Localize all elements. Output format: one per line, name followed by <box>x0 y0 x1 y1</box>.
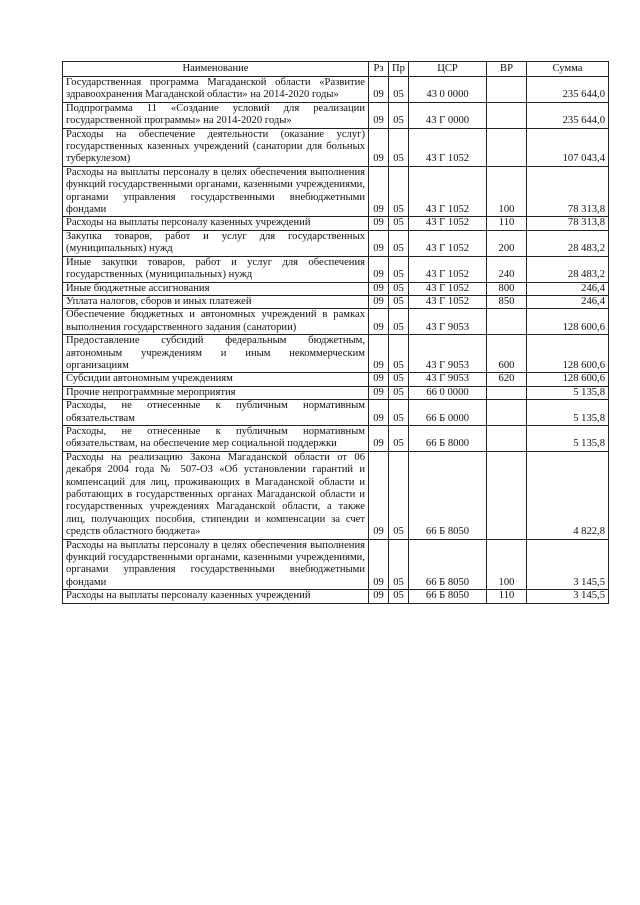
row-csr: 43 Г 9053 <box>409 309 487 335</box>
row-csr: 43 Г 0000 <box>409 102 487 128</box>
row-sum: 5 135,8 <box>527 386 609 399</box>
table-row <box>63 77 609 103</box>
row-sum: 3 145,5 <box>527 590 609 603</box>
row-sum: 235 644,0 <box>527 102 609 128</box>
row-name: Иные закупки товаров, работ и услуг для обеспечения государственных (муниципальных) нужд <box>63 256 369 282</box>
row-name: Расходы, не отнесенные к публичным нормативным обязательствам, на обеспечение мер социальной поддержки <box>63 425 369 451</box>
row-pr: 05 <box>389 102 409 128</box>
row-csr: 43 0 0000 <box>409 77 487 103</box>
table-row <box>63 400 609 426</box>
row-name: Расходы, не отнесенные к публичным нормативным обязательствам <box>63 400 369 426</box>
row-name: Обеспечение бюджетных и автономных учреждений в рамках выполнения государственного задания (санатории) <box>63 309 369 335</box>
row-sum: 128 600,6 <box>527 373 609 386</box>
table-row <box>63 335 609 373</box>
row-vr: 100 <box>487 166 527 217</box>
row-name: Расходы на выплаты персоналу казенных учреждений <box>63 217 369 230</box>
row-name: Иные бюджетные ассигнования <box>63 282 369 295</box>
row-name: Закупка товаров, работ и услуг для государственных (муниципальных) нужд <box>63 230 369 256</box>
row-rz: 09 <box>369 590 389 603</box>
row-pr: 05 <box>389 539 409 590</box>
row-pr: 05 <box>389 256 409 282</box>
table-row <box>63 166 609 217</box>
row-pr: 05 <box>389 451 409 539</box>
row-vr: 600 <box>487 335 527 373</box>
row-name: Субсидии автономным учреждениям <box>63 373 369 386</box>
row-vr <box>487 309 527 335</box>
row-vr <box>487 102 527 128</box>
row-name: Подпрограмма 11 «Создание условий для реализации государственной программы» на 2014-2020 годы» <box>63 102 369 128</box>
row-name: Государственная программа Магаданской области «Развитие здравоохранения Магаданской области» на 2014-2020 годы» <box>63 77 369 103</box>
row-pr: 05 <box>389 282 409 295</box>
table-row <box>63 386 609 399</box>
row-pr: 05 <box>389 77 409 103</box>
row-name: Расходы на обеспечение деятельности (оказание услуг) государственных казенных учреждений (санатории для больных туберкулезом) <box>63 128 369 166</box>
table-row <box>63 128 609 166</box>
row-vr <box>487 451 527 539</box>
budget-table <box>62 61 609 604</box>
table-row <box>63 425 609 451</box>
row-sum: 4 822,8 <box>527 451 609 539</box>
row-csr: 43 Г 1052 <box>409 217 487 230</box>
table-row <box>63 230 609 256</box>
row-rz: 09 <box>369 230 389 256</box>
row-sum: 5 135,8 <box>527 425 609 451</box>
row-pr: 05 <box>389 295 409 308</box>
header-csr: ЦСР <box>409 62 487 77</box>
table-header-row <box>63 62 609 77</box>
header-sum: Сумма <box>527 62 609 77</box>
row-vr: 110 <box>487 217 527 230</box>
row-rz: 09 <box>369 309 389 335</box>
row-rz: 09 <box>369 256 389 282</box>
row-pr: 05 <box>389 335 409 373</box>
row-csr: 43 Г 1052 <box>409 166 487 217</box>
row-name: Расходы на выплаты персоналу казенных учреждений <box>63 590 369 603</box>
row-sum: 78 313,8 <box>527 217 609 230</box>
row-name: Расходы на выплаты персоналу в целях обеспечения выполнения функций государственными органами, казенными учреждениями, органами управления государственными внебюджетными фондами <box>63 166 369 217</box>
row-sum: 246,4 <box>527 295 609 308</box>
row-name: Предоставление субсидий федеральным бюджетным, автономным учреждениям и иным некоммерческим организациям <box>63 335 369 373</box>
row-vr: 240 <box>487 256 527 282</box>
row-rz: 09 <box>369 400 389 426</box>
row-csr: 43 Г 9053 <box>409 373 487 386</box>
row-sum: 246,4 <box>527 282 609 295</box>
row-rz: 09 <box>369 282 389 295</box>
table-row <box>63 590 609 603</box>
row-csr: 43 Г 1052 <box>409 128 487 166</box>
row-name: Уплата налогов, сборов и иных платежей <box>63 295 369 308</box>
row-rz: 09 <box>369 217 389 230</box>
row-vr: 100 <box>487 539 527 590</box>
row-pr: 05 <box>389 400 409 426</box>
row-name: Расходы на выплаты персоналу в целях обеспечения выполнения функций государственными органами, казенными учреждениями, органами управления государственными внебюджетными фондами <box>63 539 369 590</box>
row-rz: 09 <box>369 451 389 539</box>
row-vr <box>487 400 527 426</box>
row-pr: 05 <box>389 217 409 230</box>
row-vr <box>487 386 527 399</box>
row-csr: 43 Г 1052 <box>409 282 487 295</box>
row-rz: 09 <box>369 373 389 386</box>
row-sum: 28 483,2 <box>527 256 609 282</box>
row-vr: 620 <box>487 373 527 386</box>
table-row <box>63 256 609 282</box>
row-csr: 66 Б 8050 <box>409 539 487 590</box>
row-name: Расходы на реализацию Закона Магаданской области от 06 декабря 2004 года № 507-ОЗ «Об установлении гарантий и компенсаций для лиц, проживающих в Магаданской области и работающих в государственных органах Магаданской области и государственных учреждениях Магаданской области, а также лиц, получающих пособия, стипендии и компенсации за счет средств областного бюджета» <box>63 451 369 539</box>
row-pr: 05 <box>389 309 409 335</box>
row-csr: 66 Б 8000 <box>409 425 487 451</box>
row-rz: 09 <box>369 166 389 217</box>
row-rz: 09 <box>369 386 389 399</box>
table-row <box>63 309 609 335</box>
table-row <box>63 295 609 308</box>
table-row <box>63 282 609 295</box>
row-csr: 43 Г 1052 <box>409 295 487 308</box>
table-row <box>63 539 609 590</box>
table-row <box>63 373 609 386</box>
header-name: Наименование <box>63 62 369 77</box>
row-vr: 200 <box>487 230 527 256</box>
row-csr: 66 Б 0000 <box>409 400 487 426</box>
row-csr: 43 Г 1052 <box>409 230 487 256</box>
row-rz: 09 <box>369 295 389 308</box>
row-csr: 66 0 0000 <box>409 386 487 399</box>
row-csr: 66 Б 8050 <box>409 451 487 539</box>
row-csr: 43 Г 1052 <box>409 256 487 282</box>
row-pr: 05 <box>389 425 409 451</box>
header-vr: ВР <box>487 62 527 77</box>
row-vr: 800 <box>487 282 527 295</box>
row-rz: 09 <box>369 128 389 166</box>
row-rz: 09 <box>369 539 389 590</box>
row-pr: 05 <box>389 166 409 217</box>
row-vr: 110 <box>487 590 527 603</box>
row-name: Прочие непрограммные мероприятия <box>63 386 369 399</box>
row-sum: 107 043,4 <box>527 128 609 166</box>
row-pr: 05 <box>389 373 409 386</box>
row-vr <box>487 77 527 103</box>
row-pr: 05 <box>389 590 409 603</box>
row-pr: 05 <box>389 128 409 166</box>
table-row <box>63 451 609 539</box>
row-pr: 05 <box>389 230 409 256</box>
row-vr: 850 <box>487 295 527 308</box>
header-pr: Пр <box>389 62 409 77</box>
row-pr: 05 <box>389 386 409 399</box>
row-rz: 09 <box>369 335 389 373</box>
row-sum: 128 600,6 <box>527 309 609 335</box>
row-sum: 3 145,5 <box>527 539 609 590</box>
row-vr <box>487 425 527 451</box>
header-rz: Рз <box>369 62 389 77</box>
row-csr: 66 Б 8050 <box>409 590 487 603</box>
row-sum: 128 600,6 <box>527 335 609 373</box>
row-sum: 235 644,0 <box>527 77 609 103</box>
table-row <box>63 217 609 230</box>
table-row <box>63 102 609 128</box>
row-rz: 09 <box>369 102 389 128</box>
row-sum: 28 483,2 <box>527 230 609 256</box>
row-sum: 78 313,8 <box>527 166 609 217</box>
row-rz: 09 <box>369 425 389 451</box>
row-sum: 5 135,8 <box>527 400 609 426</box>
row-csr: 43 Г 9053 <box>409 335 487 373</box>
row-rz: 09 <box>369 77 389 103</box>
row-vr <box>487 128 527 166</box>
